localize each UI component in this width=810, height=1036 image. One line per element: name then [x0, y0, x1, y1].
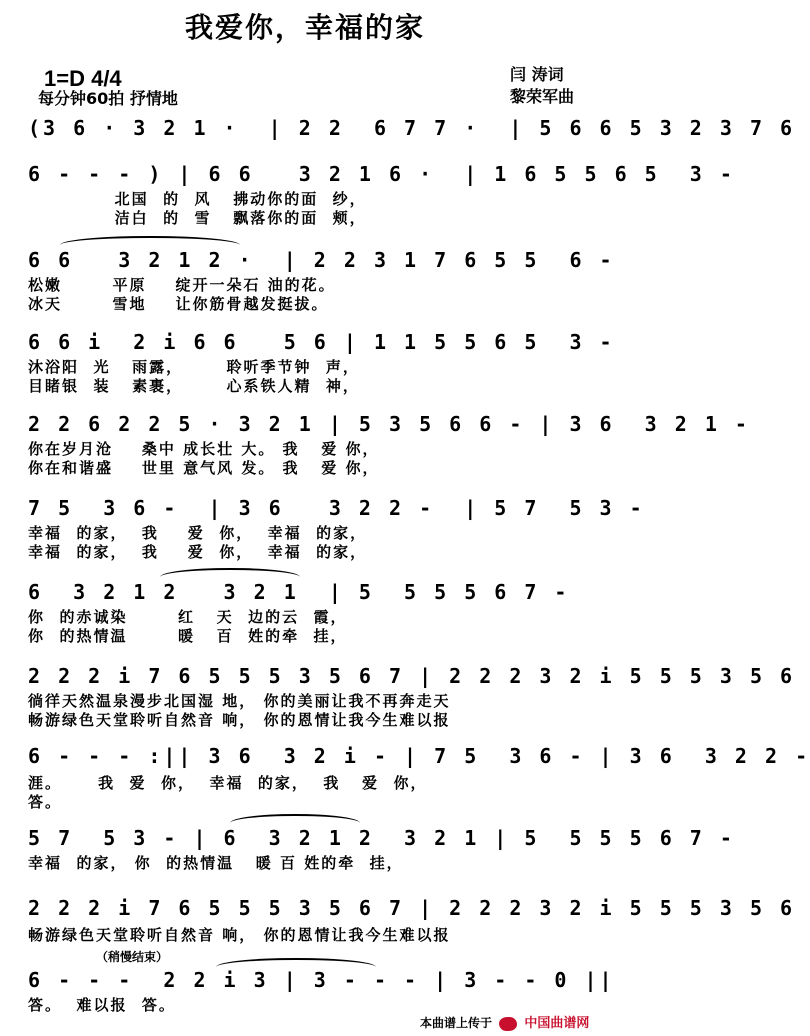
notation-line: 6 - - - :|| 3 6 3 2 i - | 7 5 3 6 - | 3 6 3 2 2 -: [28, 744, 810, 768]
score-title: 我爱你，幸福的家: [184, 11, 425, 44]
notation-line: 6 - - - 2 2 i 3 | 3 - - - | 3 - - 0 ||: [28, 968, 615, 992]
lyric-line: 你在岁月沧 桑中 成长壮 大。 我 爱 你，: [28, 440, 380, 458]
notation-line: 5 7 5 3 - | 6 3 2 1 2 3 2 1 | 5 5 5 5 6 7 -: [28, 826, 735, 850]
lyric-line: 你 的赤诚染 红 天 边的云 霞，: [28, 608, 348, 626]
notation-line: 7 5 3 6 - | 3 6 3 2 2 - | 5 7 5 3 -: [28, 496, 645, 520]
lyric-line: 你 的热情温 暖 百 姓的牵 挂，: [28, 627, 348, 645]
notation-line: 2 2 2 i 7 6 5 5 5 3 5 6 7 | 2 2 2 3 2 i 5 5 5 3 5 6: [28, 664, 796, 688]
lyric-line: 沐浴阳 光 雨露， 聆听季节钟 声，: [28, 358, 360, 376]
notation-line: 6 - - - ) | 6 6 3 2 1 6 · | 1 6 5 5 6 5 3 -: [28, 162, 735, 186]
lyric-line: 松嫩 平原 绽开一朵石 油的花。: [28, 276, 336, 294]
tempo-annotation: （稍慢结束）: [96, 950, 169, 964]
lyric-line: 北国 的 风 拂动你的面 纱，: [28, 190, 367, 208]
lyric-line: 畅游绿色天堂聆听自然音 响， 你的恩情让我今生难以报: [28, 711, 451, 729]
key-signature: 1=D 4/4: [44, 66, 122, 91]
site-logo-icon: [499, 1017, 517, 1031]
notation-line: 6 3 2 1 2 3 2 1 | 5 5 5 5 6 7 -: [28, 580, 570, 604]
lyric-line: 洁白 的 雪 飘落你的面 颊，: [28, 209, 367, 227]
site-name: 中国曲谱网: [524, 1016, 590, 1031]
notation-line: 6 6 3 2 1 2 · | 2 2 3 1 7 6 5 5 6 -: [28, 248, 615, 272]
lyric-line: 答。: [28, 793, 63, 811]
lyric-line: 徜徉天然温泉漫步北国湿 地， 你的美丽让我不再奔走天: [28, 692, 451, 710]
lyric-line: 冰天 雪地 让你筋骨越发挺拔。: [28, 295, 329, 313]
tempo-marking: 每分钟60拍 抒情地: [38, 89, 178, 108]
composer: 黎荣军曲: [510, 87, 575, 106]
lyricist: 闫 涛词: [510, 65, 564, 84]
notation-line: 6 6 i 2 i 6 6 5 6 | 1 1 5 5 6 5 3 -: [28, 330, 615, 354]
lyric-line: 幸福 的家， 我 爱 你， 幸福 的家，: [28, 524, 368, 542]
lyric-line: 涯。 我 爱 你， 幸福 的家， 我 爱 你，: [28, 774, 428, 792]
lyric-line: 答。 难以报 答。: [28, 996, 176, 1014]
notation-line: 2 2 6 2 2 5 · 3 2 1 | 5 3 5 6 6 - | 3 6 3 2 1 -: [28, 412, 750, 436]
lyric-line: 目睹银 装 素裹， 心系铁人精 神，: [28, 377, 360, 395]
lyric-line: 幸福 的家， 你 的热情温 暖 百 姓的牵 挂，: [28, 854, 404, 872]
lyric-line: 你在和谐盛 世里 意气风 发。 我 爱 你，: [28, 459, 380, 477]
notation-line: 2 2 2 i 7 6 5 5 5 3 5 6 7 | 2 2 2 3 2 i 5 5 5 3 5 6: [28, 896, 796, 920]
lyric-line: 幸福 的家， 我 爱 你， 幸福 的家，: [28, 543, 368, 561]
lyric-line: 畅游绿色天堂聆听自然音 响， 你的恩情让我今生难以报: [28, 926, 451, 944]
footer-text: 本曲谱上传于: [420, 1016, 493, 1030]
credits: [510, 64, 574, 108]
footer: [420, 1012, 589, 1031]
notation-line: (3 6 · 3 2 1 · | 2 2 6 7 7 · | 5 6 6 5 3 2 3 7 6: [28, 116, 796, 140]
